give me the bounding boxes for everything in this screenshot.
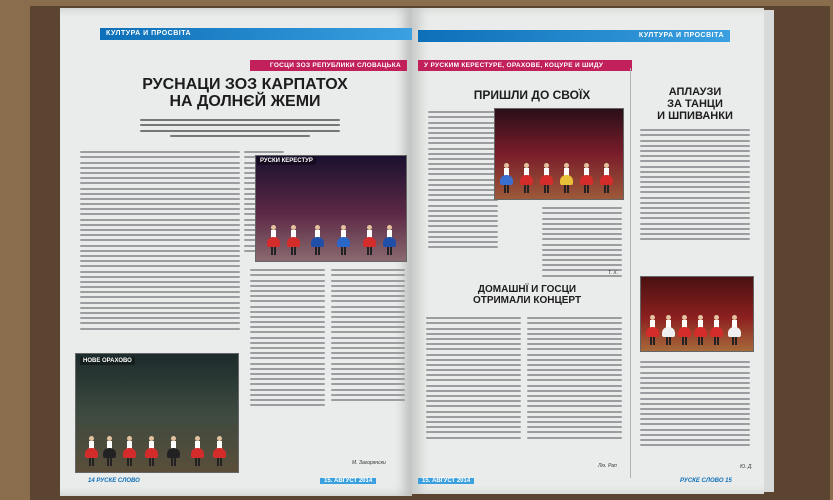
dancer-figure: [270, 225, 277, 255]
headline-line-1: РУСНАЦИ ЗОЗ КАРПАТОХ: [142, 76, 348, 93]
dancer-figure: [713, 315, 720, 345]
headline-main: ПРИШЛИ ДО СВОЇХ: [473, 88, 591, 102]
dancer-figure: [697, 315, 704, 345]
dancer-figure: [314, 225, 321, 255]
section-bar: КУЛТУРА И ПРОСВІТА: [100, 28, 412, 40]
lede: [140, 116, 340, 140]
footer-date: 15. АВҐУСТ 2014: [418, 478, 474, 484]
headline-side-line: ЗА ТАНЦИ: [667, 98, 723, 110]
photo-caption: РУСКИ КЕРЕСТУР: [257, 157, 316, 165]
article-column: [542, 204, 622, 280]
dancer-figure: [290, 225, 297, 255]
topic-band: У РУСКИМ КЕРЕСТУРЕ, ОРАХОВЕ, КОЦУРЕ И ШИДУ: [418, 60, 632, 71]
text-column: [542, 204, 622, 280]
article-signature: М. Загорянски: [352, 460, 386, 466]
section-bar: КУЛТУРА И ПРОСВІТА: [418, 30, 730, 42]
dancer-figure: [366, 225, 373, 255]
dancer-figure: [386, 225, 393, 255]
article-signature: Т. Х.: [608, 270, 619, 276]
dancer-figure: [106, 436, 113, 466]
column-divider: [630, 68, 631, 478]
dancer-figure: [126, 436, 133, 466]
dancer-figure: [503, 163, 510, 193]
headline-lower: [442, 284, 612, 306]
footer-page-number: РУСКЕ СЛОВО 15: [680, 478, 732, 484]
topic-band: ГОСЦИ ЗОЗ РЕПУБЛИКИ СЛОВАЦЬКА: [250, 60, 407, 71]
text-column: [640, 358, 750, 449]
text-column: [331, 266, 406, 466]
article-columns-right: [250, 266, 405, 466]
headline: [90, 76, 400, 110]
dancer-figure: [170, 436, 177, 466]
dancer-figure: [340, 225, 347, 255]
dancer-figure: [665, 315, 672, 345]
photo-dancers-kerestur: [255, 155, 407, 262]
photo-caption: НОВЕ ОРАХОВО: [80, 357, 135, 365]
dancer-figure: [523, 163, 530, 193]
article-columns-top: [80, 148, 240, 348]
headline-lower-line: ДОМАШНЇ И ГОСЦИ: [477, 284, 577, 295]
article-column: [428, 108, 498, 251]
photo-performance-sid: [640, 276, 754, 352]
dancer-figure: [543, 163, 550, 193]
text-column: [428, 108, 498, 251]
article-signature: Ю. Д.: [740, 464, 753, 470]
footer-page-number: 14 РУСКЕ СЛОВО: [88, 478, 140, 484]
dancer-figure: [681, 315, 688, 345]
text-column: [80, 148, 240, 348]
headline-line-2: НА ДОЛНЄЙ ЖЕМИ: [169, 93, 321, 110]
headline-lower-line: ОТРИМАЛИ КОНЦЕРТ: [472, 295, 582, 306]
dancer-figure: [148, 436, 155, 466]
page-edge: [764, 10, 774, 492]
dancer-figure: [194, 436, 201, 466]
headline-side-line: И ШПИВАНКИ: [657, 110, 733, 122]
dancer-figure: [649, 315, 656, 345]
dancer-figure: [731, 315, 738, 345]
side-article-column: [640, 126, 750, 243]
dancer-figure: [563, 163, 570, 193]
text-column: [426, 314, 521, 442]
photo-dancers-orahovo: [75, 353, 239, 473]
article-columns-lower: [426, 314, 622, 442]
text-column: [250, 266, 325, 466]
dancer-figure: [603, 163, 610, 193]
article-signature: Лю. Рап: [598, 463, 617, 469]
headline-side-line: АПЛАУЗИ: [668, 86, 722, 98]
side-article-column: [640, 358, 750, 449]
footer-date: 15. АВҐУСТ 2014: [320, 478, 376, 484]
dancer-figure: [583, 163, 590, 193]
photo-dancers-kocur: [494, 108, 624, 200]
dancer-figure: [88, 436, 95, 466]
headline-side: [640, 86, 750, 122]
left-page: [60, 8, 412, 496]
right-page: [412, 8, 764, 494]
text-column: [640, 126, 750, 243]
dancer-figure: [216, 436, 223, 466]
text-column: [527, 314, 622, 442]
